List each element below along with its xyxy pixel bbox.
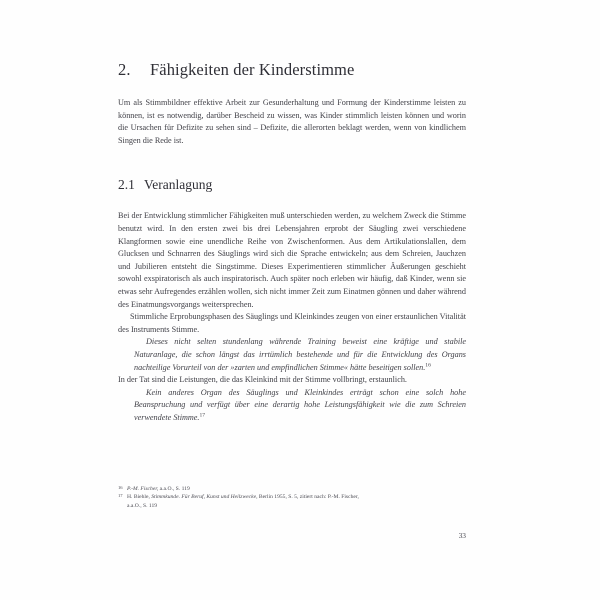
footnote-17-text — [127, 493, 468, 501]
block-quote-2-text: Kein anderes Organ des Säuglings und Kleinkindes erträgt schon eine solch hohe Beanspruchung und verfügt über eine derartig hohe Leistungsfähigkeit wie die zum Schreien verwendete Stimme. — [134, 387, 466, 422]
footnote-ref-17: 17 — [199, 412, 206, 419]
block-quote-1-text: Dieses nicht selten stundenlang währende Training beweist eine kräftige und stabile Naturanlage, die schon längst das irrtümlich bestehende und für die Entwicklung des Organs nachteilige Vorurteil von der »zarten und empfindlichen Stimme« hätte beseitigen sollen. — [134, 337, 466, 372]
chapter-number: 2. — [118, 60, 131, 79]
footnote-17-marker: 17 — [118, 492, 123, 498]
footnote-16-marker: 16 — [118, 484, 123, 490]
footnote-ref-16: 16 — [425, 361, 431, 368]
block-quote-1 — [134, 336, 466, 374]
footnote-17-author: H. Biehle, — [127, 494, 150, 501]
chapter-heading — [118, 60, 466, 80]
block-quote-2 — [134, 387, 466, 425]
section-heading — [118, 177, 466, 193]
footnote-16-text — [127, 485, 468, 493]
footnote-17 — [118, 493, 468, 501]
footnote-section — [118, 485, 468, 510]
footnote-17-rest: Berlin 1955, S. 5, zitiert nach: P.-M. Fischer, — [257, 494, 359, 501]
intro-paragraph: Um als Stimmbildner effektive Arbeit zur Gesunderhaltung und Formung der Kinderstimme leisten zu können, ist es notwendig, darüber Bescheid zu wissen, was Kinder stimmlich leisten können und worin die Ursachen für Defizite zu sehen sind – Defizite, die allerorten beklagt werden, wenn von kindlichem Singen die Rede ist. — [118, 98, 466, 145]
section-title: Veranlagung — [144, 177, 213, 193]
body-paragraph-1: Bei der Entwicklung stimmlicher Fähigkeiten muß unterschieden werden, zu welchem Zweck die Stimme benutzt wird. In den ersten zwei bis drei Lebensjahren erprobt der Säugling zwei verschiedene Klangformen sowie eine unendliche Reihe von Zwischenformen. Aus dem Artikulationslallen, dem Glucksen und Schnarren des Säuglings wird sich die Sprache entwickeln; aus dem Schreien, Jauchzen und Jubilieren entsteht die Singstimme. Dieses Experimentieren stimmlicher Äußerungen geschieht sowohl exspiratorisch als auch inspiratorisch. Auch später noch erleben wir häufig, daß Kinder, wenn sie etwas sehr Aufregendes erzählen wollen, sich nicht immer Zeit zum Einatmen gönnen und daher während des Einatmungsvorgangs weitersprechen. — [118, 211, 466, 309]
footnote-17-title: Stimmkunde. Für Beruf, Kunst und Heilzwecke, — [149, 494, 258, 501]
section-number: 2.1 — [118, 177, 135, 193]
footnote-17-continuation — [118, 502, 468, 510]
chapter-title: Fähigkeiten der Kinderstimme — [150, 60, 355, 79]
footnote-16 — [118, 485, 468, 493]
body-paragraph-3: In der Tat sind die Leistungen, die das Kleinkind mit der Stimme vollbringt, erstaunlich. — [118, 375, 407, 385]
body-paragraph-2: Stimmliche Erprobungsphasen des Säuglings und Kleinkindes zeugen von einer erstaunlichen Vitalität des Instruments Stimme. — [118, 312, 466, 334]
footnote-16-author: P.-M. Fischer, — [127, 486, 159, 492]
page-number: 33 — [458, 531, 466, 540]
footnote-17-continuation-text: a.a.O., S. 119 — [127, 502, 158, 509]
footnote-16-rest: a.a.O., S. 119 — [158, 486, 190, 492]
page-content — [118, 0, 466, 424]
